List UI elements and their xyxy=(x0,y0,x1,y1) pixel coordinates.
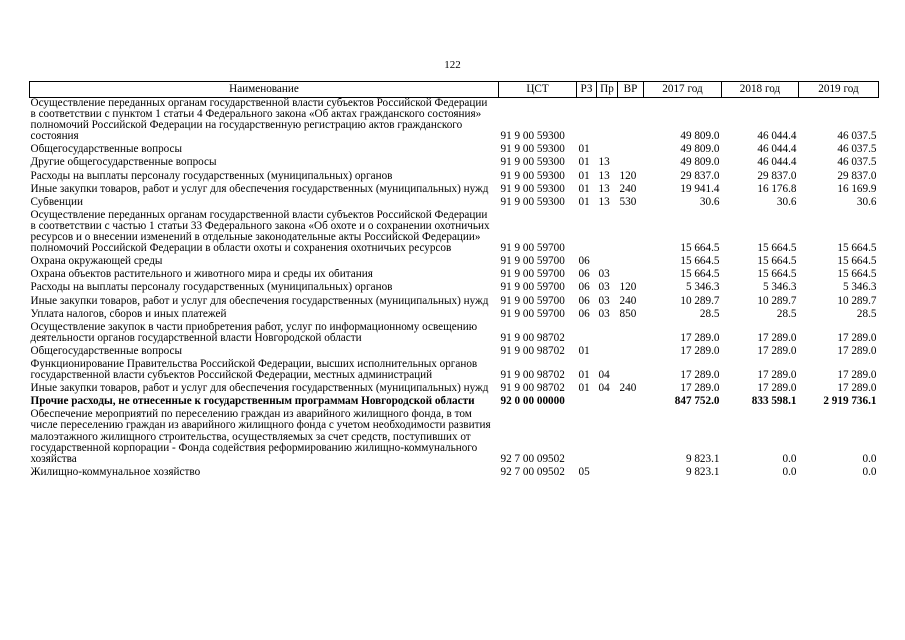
row-rz: 01 xyxy=(578,170,590,182)
column-header-2018: 2018 год xyxy=(722,82,799,98)
table-row xyxy=(30,197,879,210)
row-2019: 46 037.5 xyxy=(837,157,877,169)
row-vr: 120 xyxy=(619,282,637,294)
row-name: Субвенции xyxy=(30,196,83,208)
row-pr: 03 xyxy=(598,269,610,281)
row-2017: 9 823.1 xyxy=(685,466,720,478)
row-2018: 29 837.0 xyxy=(757,170,797,182)
table-row xyxy=(30,171,879,184)
row-vr: 240 xyxy=(619,183,637,195)
row-2018: 16 176.8 xyxy=(757,183,797,195)
row-cst: 91 9 00 98702 xyxy=(500,383,565,395)
row-cst: 92 0 00 00000 xyxy=(500,396,565,408)
row-rz xyxy=(577,396,597,409)
row-name: Расходы на выплаты персоналу государственных (муниципальных) органов xyxy=(30,170,393,182)
row-rz: 01 xyxy=(578,157,590,169)
row-name: Охрана окружающей среды xyxy=(30,256,163,268)
row-pr: 04 xyxy=(598,369,610,382)
row-2018: 10 289.7 xyxy=(757,295,797,307)
row-cst: 91 9 00 59300 xyxy=(500,144,565,156)
row-cst: 91 9 00 59700 xyxy=(500,256,565,268)
row-2017: 49 809.0 xyxy=(680,144,720,156)
row-rz: 01 xyxy=(578,369,590,382)
table-row xyxy=(30,269,879,282)
row-name: Расходы на выплаты персоналу государственных (муниципальных) органов xyxy=(30,282,393,294)
row-2017: 10 289.7 xyxy=(680,295,720,307)
column-header-cst: ЦСТ xyxy=(499,82,577,98)
row-vr xyxy=(618,157,644,170)
row-pr xyxy=(597,256,618,269)
row-2017: 847 752.0 xyxy=(674,396,720,408)
row-2018: 833 598.1 xyxy=(751,396,797,408)
row-2017: 28.5 xyxy=(699,308,720,320)
row-2018: 46 044.4 xyxy=(757,130,797,143)
row-2017: 15 664.5 xyxy=(680,269,720,281)
row-cst: 91 9 00 59700 xyxy=(500,295,565,307)
row-2019: 30.6 xyxy=(856,196,877,208)
page-number: 122 xyxy=(444,59,461,71)
table-row xyxy=(30,309,879,322)
row-2018: 30.6 xyxy=(776,196,797,208)
row-2017: 17 289.0 xyxy=(680,369,720,382)
row-2018: 5 346.3 xyxy=(762,282,797,294)
row-cst: 91 9 00 59300 xyxy=(500,157,565,169)
row-vr xyxy=(618,359,644,383)
row-2018: 15 664.5 xyxy=(757,269,797,281)
row-2019: 17 289.0 xyxy=(837,345,877,357)
row-2017: 29 837.0 xyxy=(680,170,720,182)
row-cst: 91 9 00 59700 xyxy=(500,282,565,294)
row-cst: 92 7 00 09502 xyxy=(500,466,565,478)
row-2019: 16 169.9 xyxy=(837,183,877,195)
table-row xyxy=(30,296,879,309)
row-2017: 15 664.5 xyxy=(680,256,720,268)
row-vr xyxy=(618,210,644,256)
row-2017: 15 664.5 xyxy=(680,242,720,255)
row-rz: 06 xyxy=(578,295,590,307)
row-cst: 91 9 00 59700 xyxy=(500,308,565,320)
row-rz: 06 xyxy=(578,269,590,281)
row-2019: 29 837.0 xyxy=(837,170,877,182)
row-vr xyxy=(618,409,644,466)
row-name: Осуществление переданных органам государственной власти субъектов Российской Федерации в соответствии с частью 1 статьи 33 Федерального закона «Об охоте и о сохранении охотничьих ресурсов и о внесении изменений в отдельные законодательные акты Российской Федерации» полномочий Российской Федерации в области охоты и сохранения охотничьих ресурсов xyxy=(30,209,490,255)
row-rz xyxy=(577,98,597,145)
row-2019: 5 346.3 xyxy=(842,282,877,294)
row-pr: 13 xyxy=(598,196,610,208)
row-pr: 03 xyxy=(598,295,610,307)
row-name: Функционирование Правительства Российской Федерации, высших исполнительных органов государственной власти субъектов Российской Федерации, местных администраций xyxy=(30,358,478,382)
row-pr xyxy=(597,409,618,466)
row-rz: 05 xyxy=(578,466,590,478)
row-2018: 17 289.0 xyxy=(757,383,797,395)
row-2017: 17 289.0 xyxy=(680,345,720,357)
column-header-rz: РЗ xyxy=(577,82,597,98)
row-2017: 9 823.1 xyxy=(685,452,720,465)
row-pr xyxy=(597,210,618,256)
table-row xyxy=(30,359,879,383)
row-name: Осуществление закупок в части приобретения работ, услуг по информационному освещению деятельности органов государственной власти Новгородской области xyxy=(30,321,478,344)
row-2018: 17 289.0 xyxy=(757,331,797,344)
row-name: Иные закупки товаров, работ и услуг для обеспечения государственных (муниципальных) нужд xyxy=(30,183,489,195)
row-2017: 17 289.0 xyxy=(680,331,720,344)
row-pr xyxy=(597,98,618,145)
row-2019: 17 289.0 xyxy=(837,369,877,382)
row-pr: 13 xyxy=(598,157,610,169)
table-row xyxy=(30,157,879,170)
table-row xyxy=(30,184,879,197)
row-2019: 15 664.5 xyxy=(837,256,877,268)
row-2017: 17 289.0 xyxy=(680,383,720,395)
table-row xyxy=(30,396,879,409)
row-2019: 46 037.5 xyxy=(837,130,877,143)
row-2017: 30.6 xyxy=(699,196,720,208)
row-pr: 13 xyxy=(598,170,610,182)
column-header-2017: 2017 год xyxy=(644,82,722,98)
row-name: Уплата налогов, сборов и иных платежей xyxy=(30,308,227,320)
row-vr: 120 xyxy=(619,170,637,182)
row-rz: 06 xyxy=(578,308,590,320)
row-name: Жилищно-коммунальное хозяйство xyxy=(30,466,201,478)
table-row xyxy=(30,322,879,346)
row-vr xyxy=(618,144,644,157)
table-header-row xyxy=(30,82,879,98)
row-2018: 17 289.0 xyxy=(757,369,797,382)
row-pr xyxy=(597,467,618,480)
row-name: Иные закупки товаров, работ и услуг для обеспечения государственных (муниципальных) нужд xyxy=(30,383,489,395)
table-row xyxy=(30,210,879,256)
table-row xyxy=(30,282,879,295)
row-pr: 04 xyxy=(598,383,610,395)
row-vr: 850 xyxy=(619,308,637,320)
row-2018: 15 664.5 xyxy=(757,256,797,268)
row-name: Общегосударственные вопросы xyxy=(30,345,183,357)
table-row xyxy=(30,467,879,480)
row-vr xyxy=(618,346,644,359)
row-vr xyxy=(618,467,644,480)
row-rz: 01 xyxy=(578,383,590,395)
row-2019: 15 664.5 xyxy=(837,269,877,281)
row-vr xyxy=(618,322,644,346)
table-row xyxy=(30,346,879,359)
table-body xyxy=(30,98,879,480)
row-cst: 91 9 00 59700 xyxy=(500,269,565,281)
row-rz: 01 xyxy=(578,196,590,208)
row-rz: 01 xyxy=(578,183,590,195)
table-row xyxy=(30,144,879,157)
row-vr xyxy=(618,269,644,282)
row-vr: 240 xyxy=(619,295,637,307)
table-row xyxy=(30,383,879,396)
row-2018: 46 044.4 xyxy=(757,157,797,169)
row-pr xyxy=(597,322,618,346)
row-cst: 92 7 00 09502 xyxy=(500,452,565,465)
row-2019: 28.5 xyxy=(856,308,877,320)
row-name: Обеспечение мероприятий по переселению граждан из аварийного жилищного фонда, в том числе переселению граждан из аварийного жилищного фонда с учетом необходимости развития малоэтажного жилищного строительства, осуществляемых за счет средств, поступивших от государственной корпорации - Фонда содействия реформированию жилищно-коммунального хозяйства xyxy=(30,409,491,465)
column-header-vr: ВР xyxy=(618,82,644,98)
row-cst: 91 9 00 98702 xyxy=(500,369,565,382)
row-2018: 15 664.5 xyxy=(757,242,797,255)
row-2017: 19 941.4 xyxy=(680,183,720,195)
row-cst: 91 9 00 98702 xyxy=(500,331,565,344)
row-name: Прочие расходы, не отнесенные к государственным программам Новгородской области xyxy=(30,396,475,408)
table-row xyxy=(30,256,879,269)
column-header-pr: Пр xyxy=(597,82,618,98)
row-vr xyxy=(618,256,644,269)
row-2018: 0.0 xyxy=(782,452,797,465)
row-cst: 91 9 00 59300 xyxy=(500,183,565,195)
row-vr xyxy=(618,396,644,409)
row-pr xyxy=(597,346,618,359)
row-cst: 91 9 00 98702 xyxy=(500,345,565,357)
row-vr xyxy=(618,98,644,145)
row-name: Другие общегосударственные вопросы xyxy=(30,157,217,169)
row-2018: 46 044.4 xyxy=(757,144,797,156)
row-2019: 15 664.5 xyxy=(837,242,877,255)
row-cst: 91 9 00 59300 xyxy=(500,170,565,182)
row-name: Иные закупки товаров, работ и услуг для обеспечения государственных (муниципальных) нужд xyxy=(30,295,489,307)
row-cst: 91 9 00 59300 xyxy=(500,130,565,143)
row-pr: 13 xyxy=(598,183,610,195)
row-pr: 03 xyxy=(598,308,610,320)
row-vr: 530 xyxy=(619,196,637,208)
row-2019: 2 919 736.1 xyxy=(823,396,877,408)
row-2018: 17 289.0 xyxy=(757,345,797,357)
row-2019: 17 289.0 xyxy=(837,383,877,395)
row-pr xyxy=(597,396,618,409)
row-rz xyxy=(577,409,597,466)
row-cst: 91 9 00 59300 xyxy=(500,196,565,208)
row-rz: 06 xyxy=(578,282,590,294)
row-vr: 240 xyxy=(619,383,637,395)
row-2019: 10 289.7 xyxy=(837,295,877,307)
row-2017: 5 346.3 xyxy=(685,282,720,294)
row-rz xyxy=(577,210,597,256)
row-cst: 91 9 00 59700 xyxy=(500,242,565,255)
table-row xyxy=(30,98,879,145)
row-2018: 0.0 xyxy=(782,466,797,478)
row-pr xyxy=(597,144,618,157)
row-rz: 01 xyxy=(578,345,590,357)
column-header-2019: 2019 год xyxy=(799,82,879,98)
row-2019: 0.0 xyxy=(862,466,877,478)
row-rz: 06 xyxy=(578,256,590,268)
row-pr: 03 xyxy=(598,282,610,294)
row-2017: 49 809.0 xyxy=(680,130,720,143)
table-row xyxy=(30,409,879,466)
row-rz xyxy=(577,322,597,346)
row-2018: 28.5 xyxy=(776,308,797,320)
row-2017: 49 809.0 xyxy=(680,157,720,169)
row-2019: 0.0 xyxy=(862,452,877,465)
row-rz: 01 xyxy=(578,144,590,156)
column-header-name: Наименование xyxy=(30,82,499,98)
row-2019: 46 037.5 xyxy=(837,144,877,156)
row-2019: 17 289.0 xyxy=(837,331,877,344)
row-name: Осуществление переданных органам государственной власти субъектов Российской Федерации в соответствии с пунктом 1 статьи 4 Федерального закона «Об актах гражданского состояния» полномочий Российской Федерации на государственную регистрацию актов гражданского состояния xyxy=(30,97,488,143)
row-name: Охрана объектов растительного и животного мира и среды их обитания xyxy=(30,269,373,281)
row-name: Общегосударственные вопросы xyxy=(30,144,183,156)
budget-table xyxy=(29,81,879,480)
